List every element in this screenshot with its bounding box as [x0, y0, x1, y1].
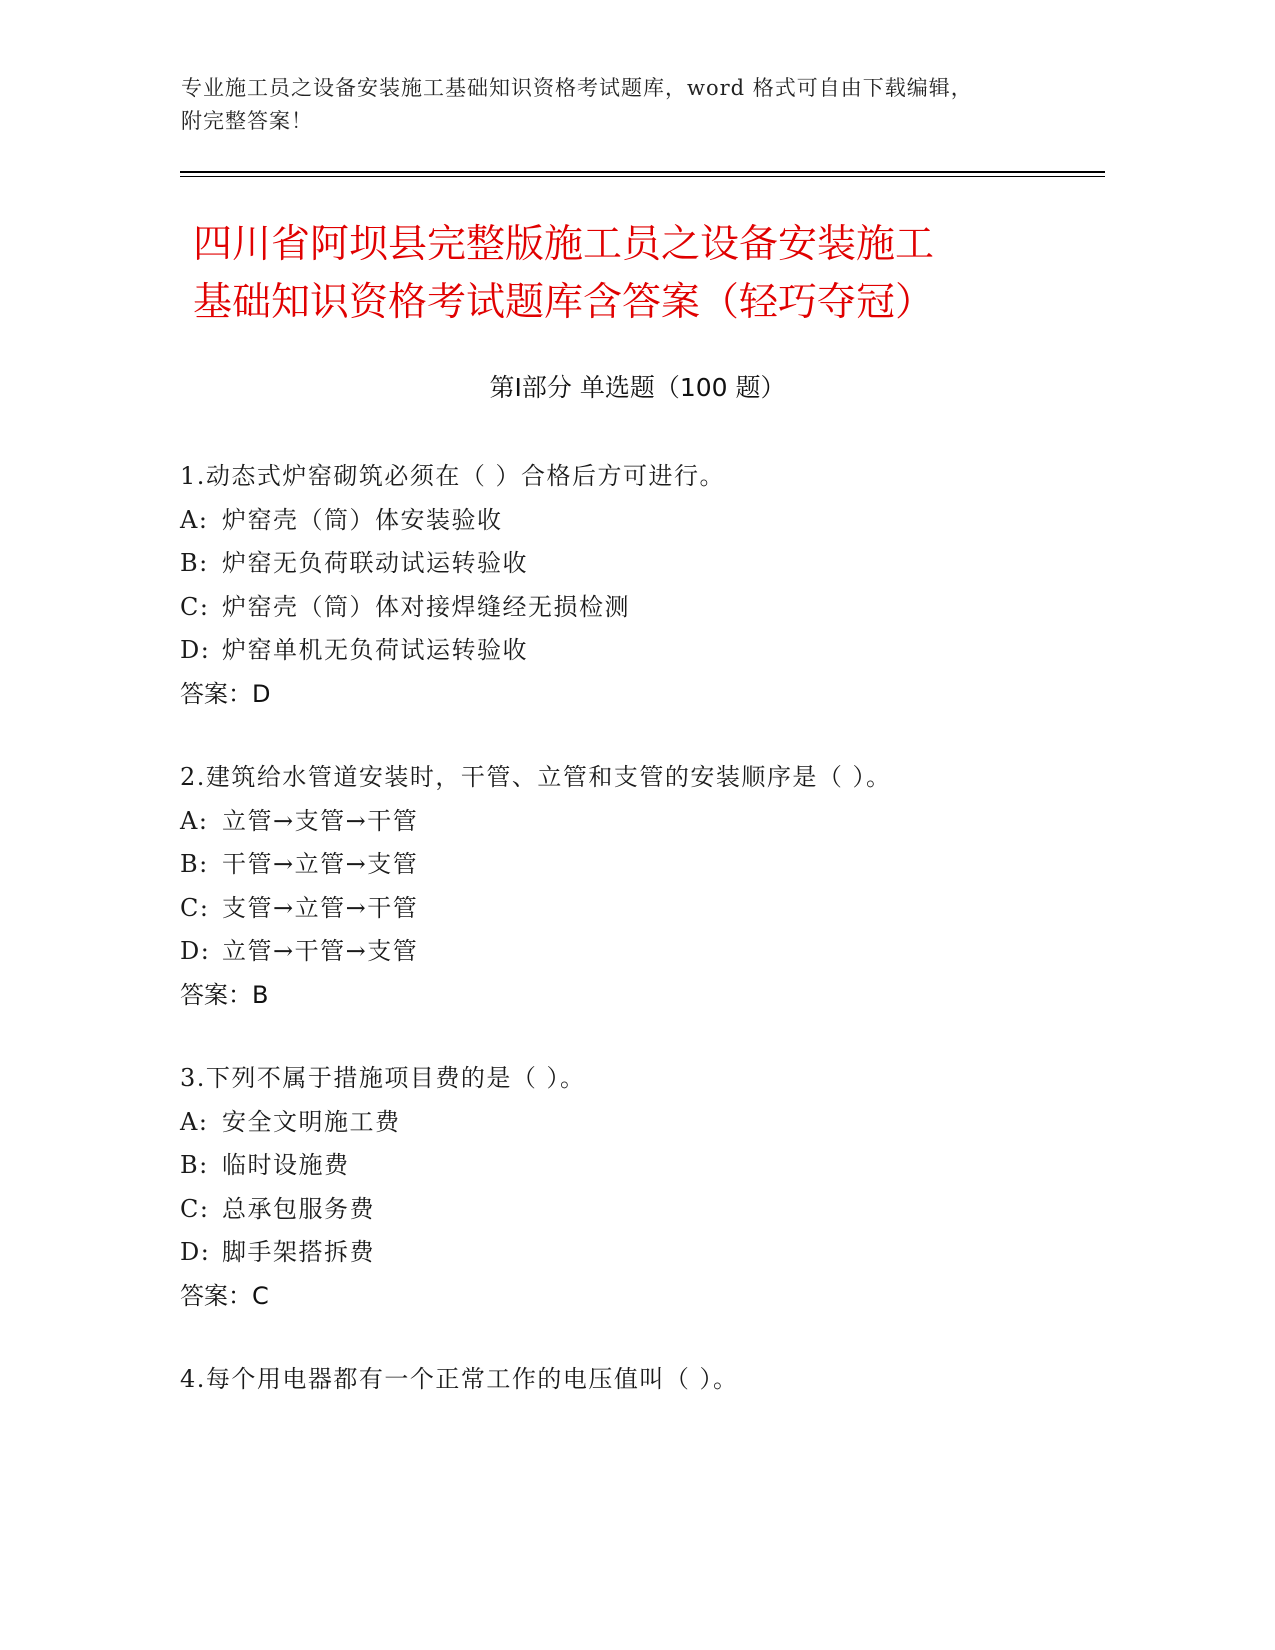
- question-stem: 1.动态式炉窑砌筑必须在（ ）合格后方可进行。: [180, 462, 726, 490]
- header-note-line-2: 附完整答案！: [181, 109, 313, 133]
- header-divider-thin: [180, 176, 1105, 177]
- option-text: 总承包服务费: [222, 1194, 375, 1223]
- header-note-line-1: 专业施工员之设备安装施工基础知识资格考试题库，word 格式可自由下载编辑，: [181, 76, 973, 100]
- option-a: [180, 1101, 1080, 1145]
- option-label: B:: [180, 1151, 209, 1179]
- question-stem: 3.下列不属于措施项目费的是（ ）。: [180, 1064, 586, 1092]
- option-label: D:: [180, 636, 211, 664]
- option-a: [180, 800, 1080, 844]
- option-label: C:: [180, 893, 210, 922]
- option-label: D:: [180, 937, 211, 965]
- option-text: 临时设施费: [222, 1151, 350, 1179]
- question-1: [180, 455, 1080, 716]
- option-label: B:: [180, 850, 209, 878]
- option-b: [180, 843, 1080, 887]
- option-label: B:: [180, 549, 209, 577]
- option-text: 炉窑单机无负荷试运转验收: [222, 636, 528, 664]
- document-title-line-2: 基础知识资格考试题库含答案（轻巧夺冠）: [193, 280, 935, 325]
- document-title: [193, 216, 1093, 332]
- question-list: [180, 455, 1080, 1442]
- option-text: 炉窑壳（筒）体对接焊缝经无损检测: [222, 592, 630, 621]
- option-text: 支管→立管→干管: [222, 893, 419, 922]
- option-label: C:: [180, 592, 210, 621]
- document-title-line-1: 四川省阿坝县完整版施工员之设备安装施工: [193, 222, 935, 267]
- option-b: [180, 1144, 1080, 1188]
- question-3: [180, 1057, 1080, 1318]
- option-b: [180, 542, 1080, 586]
- option-c: [180, 586, 1080, 630]
- option-d: [180, 930, 1080, 974]
- option-text: 炉窑壳（筒）体安装验收: [222, 505, 503, 534]
- header-note: [181, 72, 1081, 138]
- option-d: [180, 1231, 1080, 1275]
- answer: 答案：D: [180, 679, 271, 708]
- section-title: 第Ⅰ部分 单选题（100 题）: [489, 373, 786, 402]
- option-label: A:: [180, 806, 209, 835]
- option-label: C:: [180, 1194, 210, 1223]
- option-label: A:: [180, 505, 209, 534]
- header-divider-thick: [180, 171, 1105, 173]
- answer: 答案：B: [180, 980, 269, 1009]
- question-stem: 2.建筑给水管道安装时，干管、立管和支管的安装顺序是（ ）。: [180, 763, 892, 791]
- option-text: 脚手架搭拆费: [222, 1238, 375, 1266]
- option-label: D:: [180, 1238, 211, 1266]
- option-label: A:: [180, 1107, 209, 1136]
- option-text: 干管→立管→支管: [222, 850, 419, 878]
- option-a: [180, 499, 1080, 543]
- option-d: [180, 629, 1080, 673]
- option-text: 立管→干管→支管: [222, 937, 419, 965]
- option-text: 炉窑无负荷联动试运转验收: [222, 549, 528, 577]
- question-stem: 4.每个用电器都有一个正常工作的电压值叫（ ）。: [180, 1365, 739, 1393]
- option-text: 立管→支管→干管: [222, 806, 419, 835]
- answer: 答案：C: [180, 1281, 269, 1310]
- option-c: [180, 887, 1080, 931]
- question-4: [180, 1358, 1080, 1402]
- option-text: 安全文明施工费: [222, 1107, 401, 1136]
- option-c: [180, 1188, 1080, 1232]
- question-2: [180, 756, 1080, 1017]
